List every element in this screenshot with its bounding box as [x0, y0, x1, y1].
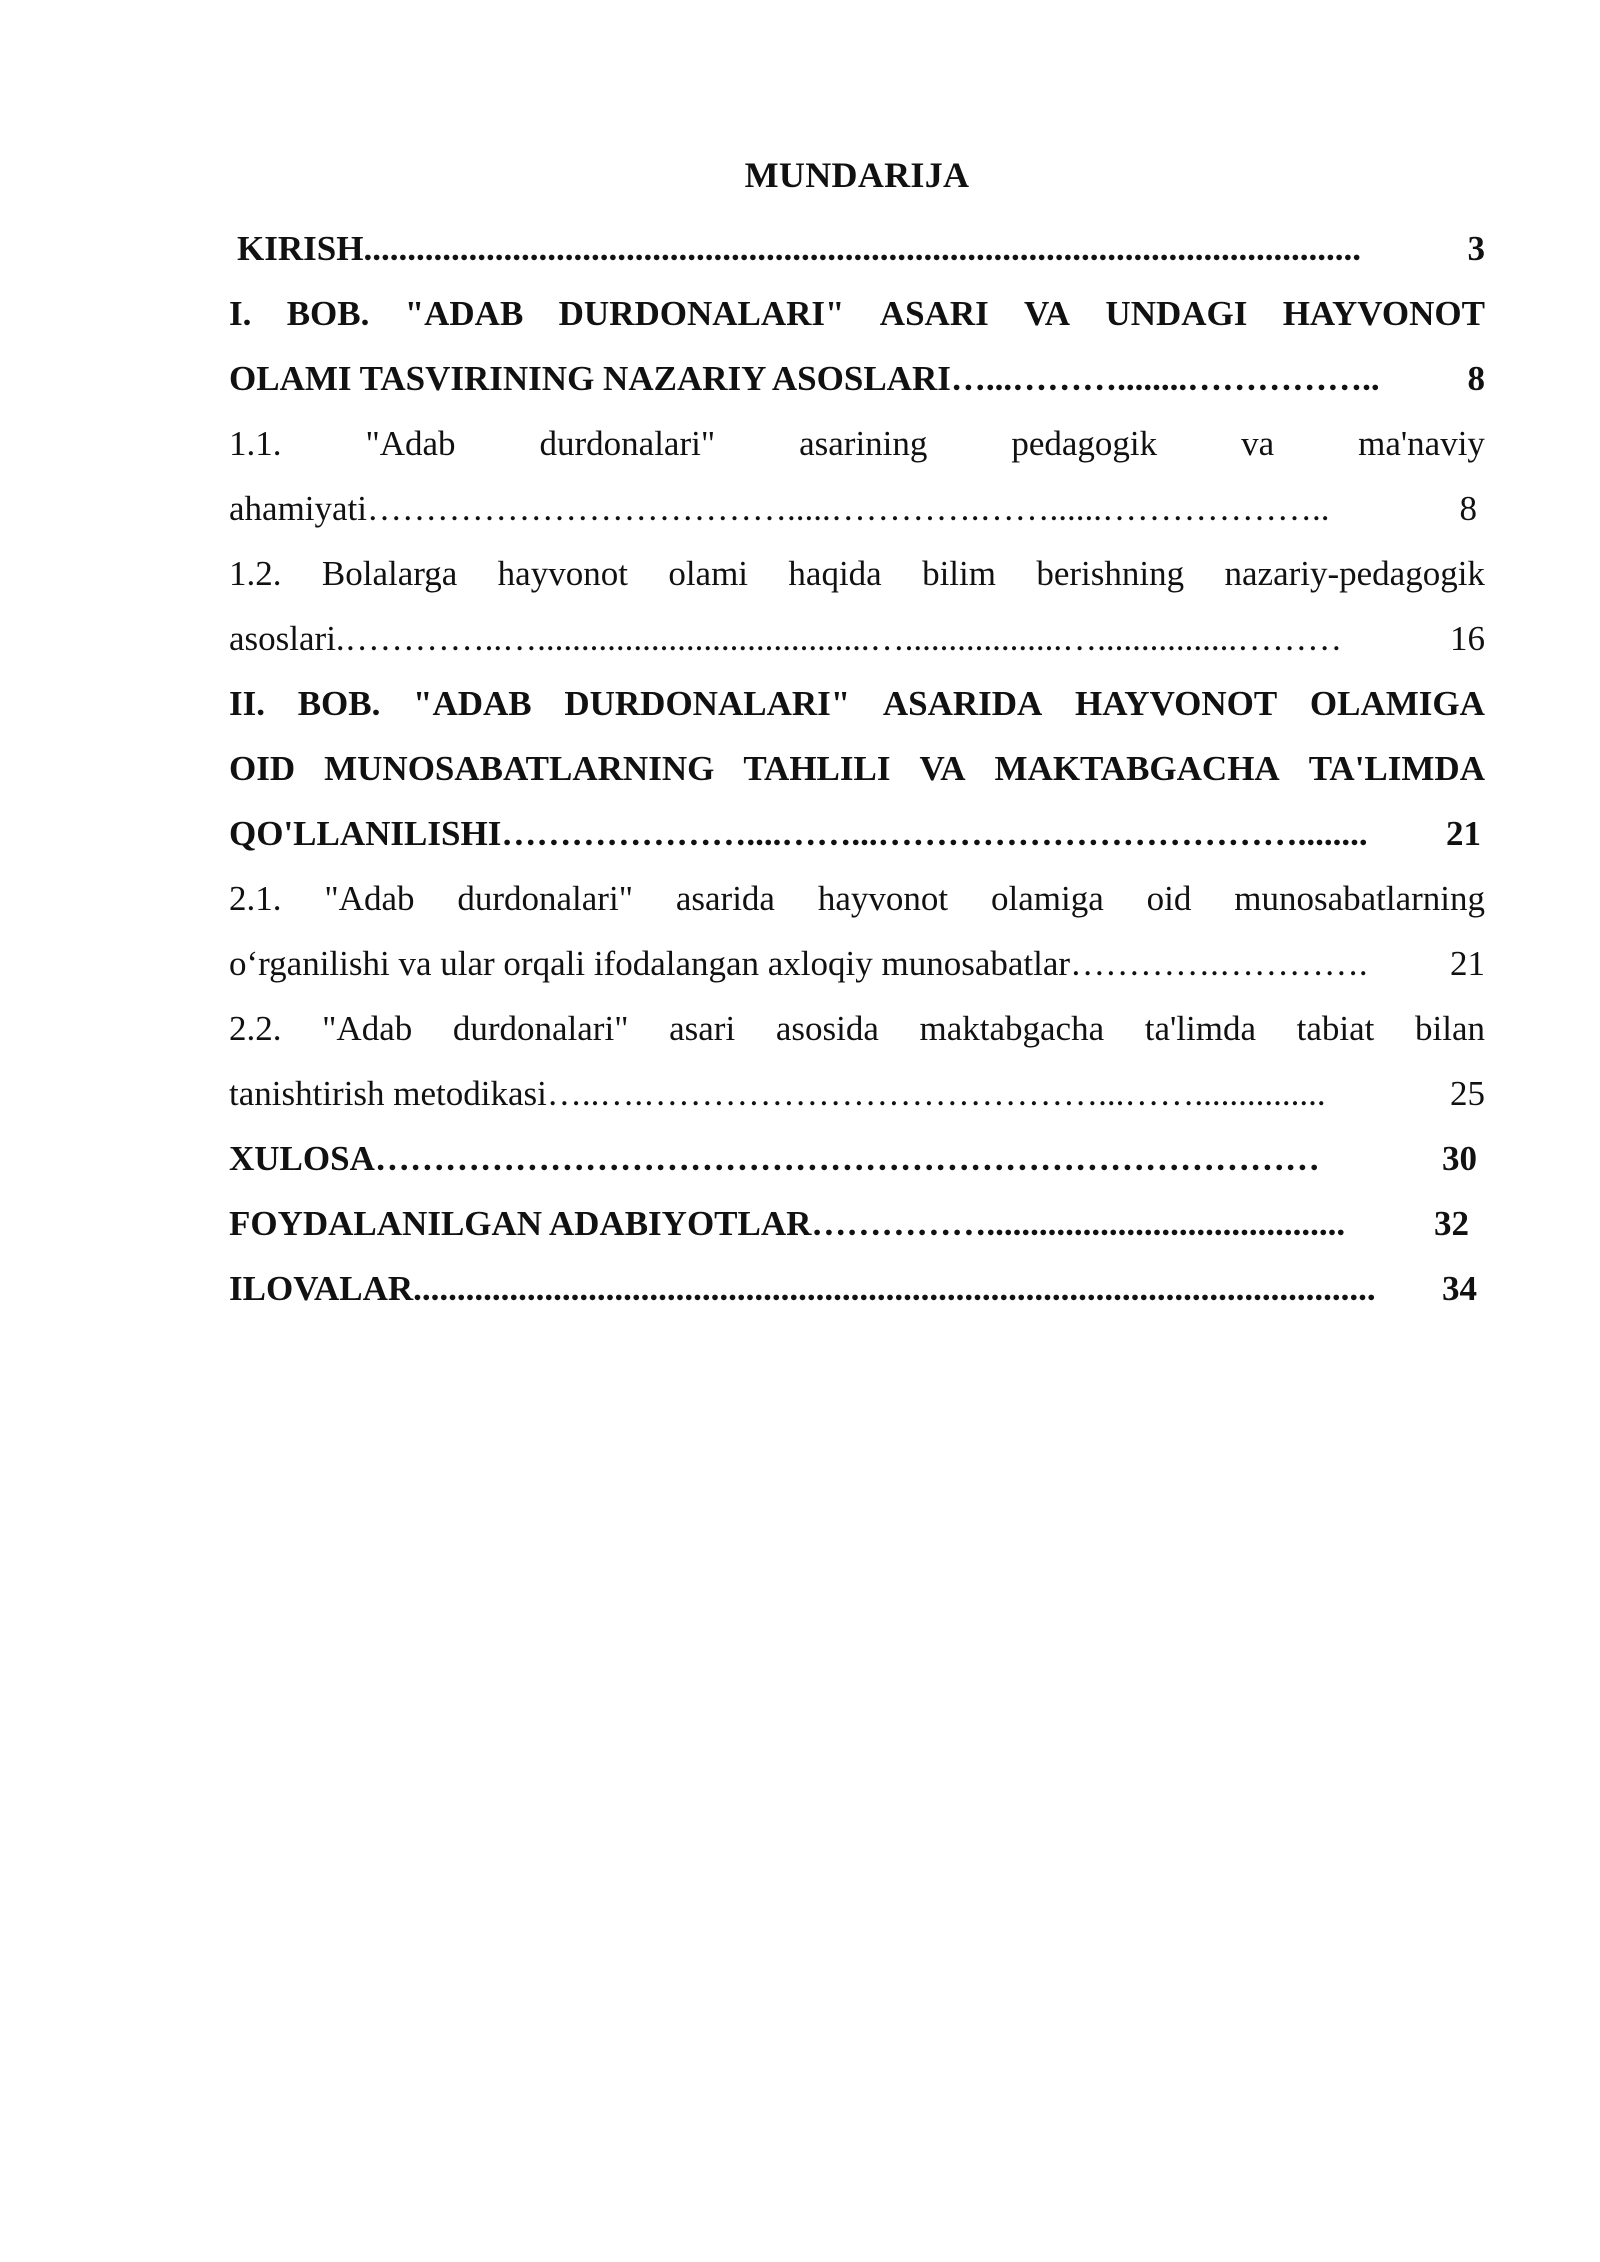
- toc-line: [229, 346, 1485, 411]
- toc-word: bilan: [1415, 1009, 1485, 1048]
- toc-leader-dots: ……………………………….....………….……......………………..: [367, 489, 1330, 528]
- toc-word: BOB.: [286, 294, 370, 333]
- toc-entry-section-1-2: [229, 541, 1485, 671]
- toc-justified-line: [229, 866, 1485, 931]
- toc-justified-line: [229, 671, 1485, 736]
- toc-title: MUNDARIJA: [744, 155, 970, 195]
- toc-word: DURDONALARI": [558, 294, 845, 333]
- toc-word: VA: [1024, 294, 1071, 333]
- toc-entry-title: QO'LLANILISHI: [229, 814, 502, 853]
- toc-word: 2.1.: [229, 879, 282, 918]
- toc-leader-dots: ………….………….: [1070, 944, 1368, 983]
- toc-line: [229, 1061, 1485, 1126]
- toc-page-number: 8: [1467, 359, 1485, 398]
- toc-word: MAKTABGACHA: [994, 749, 1280, 788]
- toc-line: [229, 801, 1481, 866]
- toc-leader-dots: ..............................................................................................................: [413, 1269, 1376, 1308]
- toc-word: "ADAB: [404, 294, 524, 333]
- toc-word: OLAMIGA: [1309, 684, 1485, 723]
- toc-word: ASARIDA: [882, 684, 1043, 723]
- toc-page-number: 25: [1450, 1074, 1485, 1113]
- toc-word: oid: [1146, 879, 1192, 918]
- toc-page-number: 30: [1442, 1139, 1477, 1178]
- toc-word: nazariy-pedagogik: [1224, 554, 1485, 593]
- toc-word: bilim: [922, 554, 996, 593]
- toc-word: durdonalari": [539, 424, 716, 463]
- toc-word: "Adab: [365, 424, 456, 463]
- toc-leader-dots: …………………....……...………………………………........: [501, 814, 1368, 853]
- toc-leader-dots: …...………........……………..: [950, 359, 1380, 398]
- toc-entry-chapter-1: [229, 281, 1485, 411]
- toc-word: ta'limda: [1144, 1009, 1257, 1048]
- toc-leader-dots: ………………………………………………………………………: [374, 1139, 1320, 1178]
- toc-word: DURDONALARI": [564, 684, 851, 723]
- toc-leader-dots: …………….........................................: [811, 1204, 1346, 1243]
- toc-word: TAHLILI: [743, 749, 891, 788]
- toc-page-number: 21: [1446, 814, 1481, 853]
- toc-line: [237, 216, 1485, 281]
- toc-word: "Adab: [324, 879, 415, 918]
- toc-entry-title: asoslari: [229, 619, 336, 658]
- toc-line: [229, 1126, 1477, 1191]
- toc-word: durdonalari": [457, 879, 633, 918]
- toc-entry-title: ILOVALAR: [229, 1269, 414, 1308]
- toc-word: asari: [669, 1009, 736, 1048]
- toc-word: VA: [919, 749, 966, 788]
- toc-entry-title: tanishtirish metodikasi: [229, 1074, 547, 1113]
- toc-word: TA'LIMDA: [1308, 749, 1485, 788]
- table-of-contents: [229, 150, 1485, 1321]
- toc-entry-title: FOYDALANILGAN ADABIYOTLAR: [229, 1204, 812, 1243]
- toc-word: va: [1241, 424, 1275, 463]
- toc-word: 1.1.: [229, 424, 282, 463]
- toc-justified-line: [229, 736, 1485, 801]
- toc-word: 1.2.: [229, 554, 282, 593]
- toc-entry-title: OLAMI TASVIRINING NAZARIY ASOSLARI: [229, 359, 951, 398]
- toc-page-number: 16: [1450, 619, 1485, 658]
- toc-entry-title: KIRISH: [237, 229, 364, 268]
- toc-word: Bolalarga: [321, 554, 458, 593]
- toc-word: pedagogik: [1011, 424, 1158, 463]
- toc-word: "Adab: [322, 1009, 413, 1048]
- toc-line: [229, 476, 1477, 541]
- toc-page-number: 34: [1442, 1269, 1477, 1308]
- toc-page-number: 8: [1459, 489, 1477, 528]
- toc-justified-line: [229, 996, 1485, 1061]
- toc-entry-bibliography: [229, 1191, 1485, 1256]
- toc-word: olami: [668, 554, 749, 593]
- toc-entry-kirish: [229, 216, 1485, 281]
- toc-justified-line: [229, 281, 1485, 346]
- toc-word: OID: [229, 749, 296, 788]
- toc-word: HAYVONOT: [1075, 684, 1278, 723]
- toc-line: [229, 931, 1485, 996]
- toc-word: I.: [229, 294, 252, 333]
- toc-page-number: 32: [1434, 1204, 1469, 1243]
- toc-word: 2.2.: [229, 1009, 282, 1048]
- toc-leader-dots: …..….…………………………………...……...............: [546, 1074, 1326, 1113]
- toc-word: tabiat: [1296, 1009, 1375, 1048]
- toc-word: munosabatlarning: [1234, 879, 1485, 918]
- toc-entry-section-1-1: [229, 411, 1485, 541]
- toc-word: asarining: [799, 424, 928, 463]
- toc-entry-xulosa: [229, 1126, 1485, 1191]
- toc-leader-dots: ..................................................................................................................: [363, 229, 1361, 268]
- toc-line: [229, 606, 1485, 671]
- toc-word: durdonalari": [452, 1009, 629, 1048]
- toc-word: maktabgacha: [919, 1009, 1105, 1048]
- toc-page-number: 21: [1450, 944, 1485, 983]
- toc-word: berishning: [1036, 554, 1185, 593]
- toc-justified-line: [229, 411, 1485, 476]
- toc-line: [229, 1191, 1469, 1256]
- toc-leader-dots: .…………..…......................................…..................…................………: [335, 619, 1343, 658]
- toc-word: ma'naviy: [1358, 424, 1485, 463]
- toc-entry-title: o‘rganilishi va ular orqali ifodalangan axloqiy munosabatlar: [229, 944, 1071, 983]
- toc-entry-section-2-1: [229, 866, 1485, 996]
- toc-line: [229, 1256, 1477, 1321]
- toc-entry-appendices: [229, 1256, 1485, 1321]
- toc-entry-section-2-2: [229, 996, 1485, 1126]
- toc-word: hayvonot: [497, 554, 628, 593]
- toc-word: II.: [229, 684, 265, 723]
- toc-word: asosida: [775, 1009, 879, 1048]
- toc-word: HAYVONOT: [1282, 294, 1485, 333]
- toc-word: BOB.: [297, 684, 381, 723]
- toc-word: MUNOSABATLARNING: [324, 749, 715, 788]
- toc-word: olamiga: [990, 879, 1104, 918]
- toc-word: haqida: [788, 554, 882, 593]
- toc-word: "ADAB: [413, 684, 532, 723]
- toc-word: asarida: [675, 879, 775, 918]
- toc-entry-chapter-2: [229, 671, 1485, 866]
- toc-entry-title: XULOSA: [229, 1139, 375, 1178]
- toc-word: ASARI: [879, 294, 989, 333]
- toc-entry-title: ahamiyati: [229, 489, 368, 528]
- toc-word: hayvonot: [817, 879, 949, 918]
- toc-page-number: 3: [1467, 229, 1485, 268]
- toc-justified-line: [229, 541, 1485, 606]
- toc-word: UNDAGI: [1105, 294, 1248, 333]
